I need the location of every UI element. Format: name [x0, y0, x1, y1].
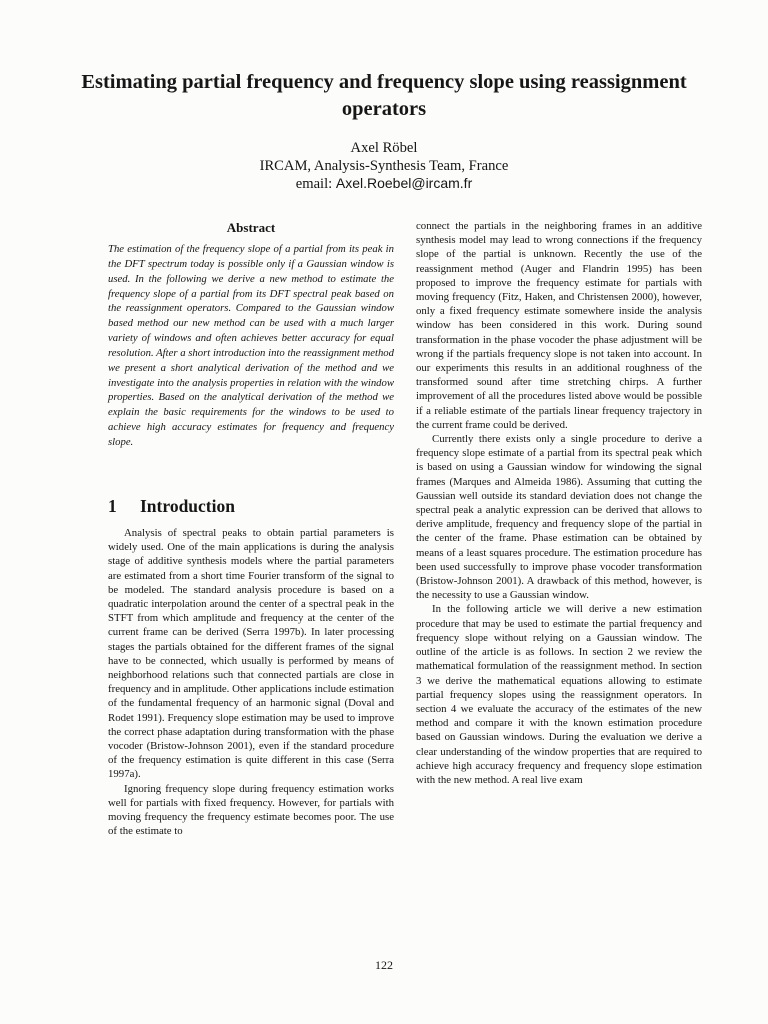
author-affiliation: IRCAM, Analysis-Synthesis Team, France: [259, 157, 509, 174]
page-number: 122: [375, 958, 393, 972]
body-paragraph: connect the partials in the neighboring frames in an additive synthesis model may lead to wrong connections if the frequency slope of the partial is unknown. Recently the use of the reassignment method (Auger and Flandrin 1995) has been proposed to improve the frequency estimate for partials with moving frequency (Fitz, Haken, and Christensen 2000), however, only a fixed frequency estimate somewhere inside the analysis window has been considered in this work. During sound transformation in the phase vocoder the phase adjustment will be wrong if the partials frequency slope is not taken into account. In our experiments this results in an additional roughness of the transformed sound after time stretching chirps. A further improvement of all the procedures listed above would be possible if a reliable estimate of the partials linear frequency trajectory in the current frame could be derived.: [416, 220, 702, 431]
abstract-text: The estimation of the frequency slope of a partial from its peak in the DFT spectrum today is possible only if a Gaussian window is used. In the following we derive a new method to estimate the frequency slope of a partial from its DFT spectral peak based on the reassignment operators. Compared to the Gaussian window based method our new method can be used with a much larger variety of windows and often achieves better accuracy for equal resolution. After a short introduction into the reassignment method we present a short analytical derivation of the method and we investigate into the analysis properties in relation with the window properties. Based on the analytical derivation of the method we explain the basic requirements for the windows to be used to achieve high accuracy estimates for frequency and frequency slope.: [108, 243, 394, 448]
right-column-body: [416, 219, 702, 787]
body-paragraph: Currently there exists only a single procedure to derive a frequency slope estimate of a partial from its spectral peak which is based on using a Gaussian window for windowing the signal frames (Marques and Almeida 1986). Assuming that cutting the Gaussian well outside its standard deviation does not change the spectral peak a analytic expression can be derived that allows to derive amplitude, frequency and frequency slope of the partial in the center of the frame. Phase estimation can be obtained by means of a least squares procedure. The estimation procedure has been used successfully to improve phase vocoder transformation (Bristow-Johnson 2001). A drawback of this method, however, is the necessity to use a Gaussian window.: [416, 433, 702, 602]
author-email-line: [150, 175, 618, 194]
body-paragraph: In the following article we will derive a new estimation procedure that may be used to estimate the partial frequency and frequency slope without relying on a Gaussian window. The outline of the article is as follows. In section 2 we review the mathematical formulation of the reassignment method. In section 3 we derive the mathematical equations allowing to estimate partial frequency slopes using the reassignment operators. In section 4 we evaluate the accuracy of the estimates of the new method and compare it with the known estimation procedure based on Gaussian windows. During the evaluation we derive a clear understanding of the window properties that are required to achieve high accuracy frequency and frequency slope estimation with the new method. A real live exam: [416, 603, 702, 786]
author-email: Axel.Roebel@ircam.fr: [335, 175, 473, 191]
introduction-body: [108, 526, 394, 838]
section-title: Introduction: [140, 496, 235, 516]
author-name: Axel Röbel: [350, 140, 418, 156]
author-block: [150, 140, 618, 194]
paper-title: Estimating partial frequency and frequency slope using reassignment operators: [81, 71, 687, 120]
abstract-heading: Abstract: [226, 220, 276, 235]
email-label: email:: [295, 176, 333, 192]
section-number: 1: [108, 496, 117, 516]
section-heading-introduction: [108, 496, 235, 516]
body-paragraph: Analysis of spectral peaks to obtain partial parameters is widely used. One of the main applications is during the analysis stage of additive synthesis models where the partial parameters are estimated from a short time Fourier transform of the signal to be modeled. The standard analysis procedure is based on a quadratic interpolation around the center of a spectral peak in the STFT from which amplitude and frequency at the center of the current frame can be derived (Serra 1997b). In later processing stages the partials obtained for the different frames of the signal have to be connected, which usually is performed by means of neighborhood relations such that connected partials are close in frequency and in amplitude. Other applications include estimation of the fundamental frequency of an harmonic signal (Doval and Rodet 1991). Frequency slope estimation may be used to improve the correct phase adaptation during transformation with the phase vocoder (Bristow-Johnson 2001), even if the standard procedure of the frequency estimation is quite different in this case (Serra 1997a).: [108, 527, 394, 781]
body-paragraph: Ignoring frequency slope during frequency estimation works well for partials with fixed frequency. However, for partials with moving frequency the frequency estimate becomes poor. The use of the estimate to: [108, 782, 394, 838]
